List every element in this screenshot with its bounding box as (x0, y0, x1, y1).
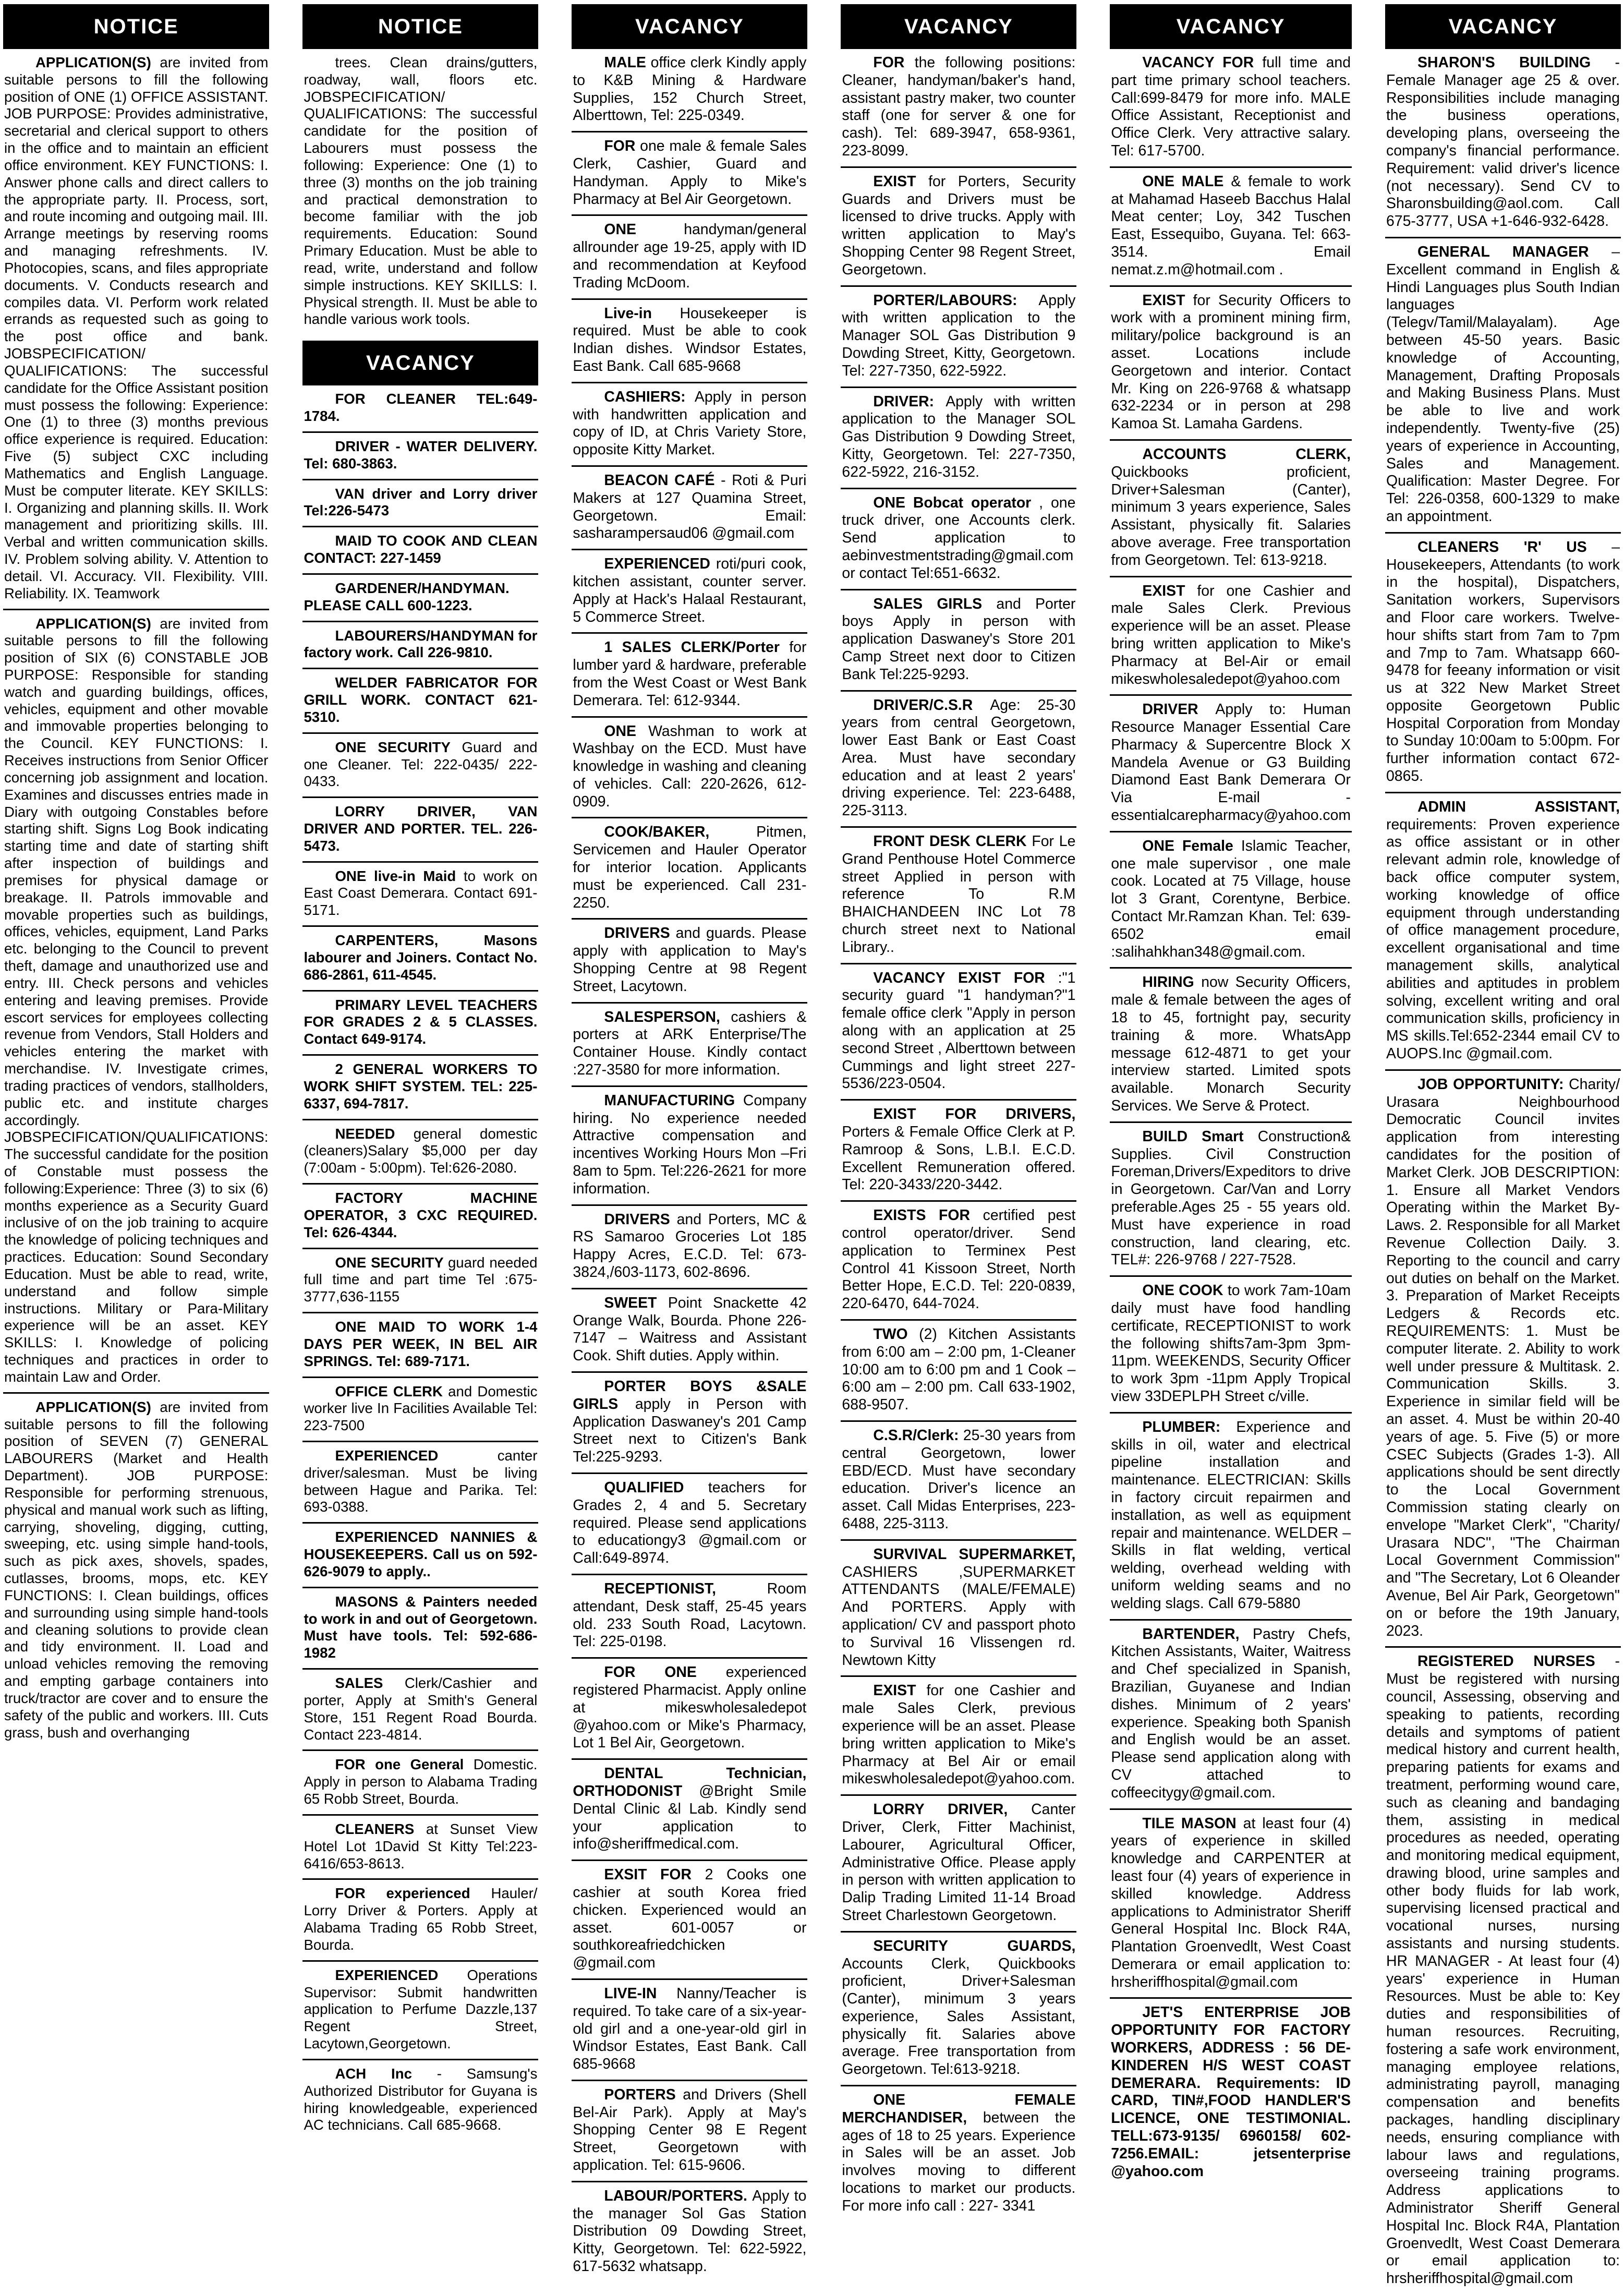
ad-body: CONTACT 621-5310. (304, 692, 538, 725)
ad-body: – Excellent command in English & Hindi Languages plus South Indian languages (Telegv/Tamil/Malayalam). Age between 45-50 years. Basic knowledge of Accounting, Management, Drafting Proposals and Making Business Plans. Must be able to live and work independently. Twenty-five (25) years of experience in Accounting, Sales and Management. Qualification: Master Degree. For Tel: 226-0358, 600-1329 to make an appointment. (1386, 243, 1620, 525)
ad-body: labourer and Joiners. Contact No. 686-2861, 611-4545. (304, 949, 538, 983)
classified-ad (572, 2182, 807, 2282)
classified-ad (572, 718, 807, 819)
ad-lead: PLUMBER: (1142, 1418, 1221, 1435)
ad-lead: EXIST FOR DRIVERS, (873, 1106, 1076, 1123)
classified-ad (1110, 1999, 1352, 2187)
ad-body: TEL: 225-6337, 694-7817. (304, 1078, 538, 1112)
classified-ad (302, 992, 538, 1056)
ad-body: full time and part time primary school teachers. Call:699-8479 for more info. MALE Office Assistant, Receptionist and Office Clerk. Very attractive salary. Tel: 617-5700. (1111, 54, 1351, 159)
ad-lead: APPLICATION(S) (35, 1398, 151, 1415)
classified-ad (302, 1880, 538, 1961)
classified-ad (1110, 577, 1352, 696)
column-3 (572, 4, 807, 2294)
classified-ad (1385, 793, 1621, 1071)
ad-lead: MANUFACTURING (604, 1092, 735, 1109)
ad-body: - Must be registered with nursing council, Assessing, observing and speaking to patients, recording details and symptoms of patient medical history and current health, preparing patients for exams and treatment, performing wound care, such as cleaning and bandaging them, assisting in medical procedures as needed, operating and monitoring medical equipment, drawing blood, urine samples and other body fluids for lab work, supervising licensed practical and vocational nurses, nursing assistants and nursing students. HR MANAGER - At least four (4) years' experience in Human Resources. Must be able to: Key duties and responsibilities of human resources. Recruiting, fostering a safe work environment, managing employee relations, administrating payroll, managing compensation and benefits packages, handling disciplinary needs, ensuring compliance with labour laws and regulations, overseeing training programs. Address applications to Administrator Sheriff General Hospital Inc. Block R4A, Plantation Groenvedlt, West Coast Demerara or email application to: hrsheriffhospital@gmail.com (1386, 1653, 1620, 2287)
ad-body: & female to work at Mahamad Haseeb Bacchus Halal Meat center; Loy, 342 Tuschen East, Essequibo, Guyana. Tel: 663-3514. Email nemat.z.m@hotmail.com . (1111, 173, 1351, 278)
classified-ad (302, 1816, 538, 1880)
ad-lead: JOB OPPORTUNITY: (1417, 1076, 1564, 1093)
ad-body: Quickbooks proficient, Driver+Salesman (Canter), minimum 3 years experience, Sales Assistant, physically fit. Salaries above average. Free transportation from Georgetown. Tel: 613-9218. (1111, 463, 1351, 569)
ad-lead: PORTERS (604, 2086, 676, 2103)
classified-ad (841, 1796, 1076, 1933)
ad-lead: NEEDED (335, 1125, 395, 1142)
ads-list (572, 49, 807, 2282)
ad-lead: BEACON CAFÉ (604, 472, 715, 489)
ad-body: at Sunset View Hotel Lot 1David St Kitty Tel:223-6416/653-8613. (304, 1820, 538, 1872)
classified-ad (841, 1321, 1076, 1422)
ad-lead: VACANCY EXIST FOR (873, 969, 1045, 986)
ad-body: Islamic Teacher, one male supervisor , one male cook. Located at 75 Village, house lot 3 Grant, Corentyne, Berbice. Contact Mr.Ramzan Khan. Tel: 639-6502 email :salihahkhan348@gmail.com. (1111, 837, 1351, 960)
classified-ad (841, 1677, 1076, 1796)
ad-lead: RECEPTIONIST, (604, 1580, 716, 1597)
ad-lead: ONE (604, 722, 636, 740)
ad-body: Guard and one Cleaner. Tel: 222-0435/ 222-0433. (304, 739, 538, 790)
classified-ad (572, 1980, 807, 2081)
ad-lead: EXIST (873, 173, 916, 190)
classified-ad (302, 2060, 538, 2140)
classified-ad (572, 1004, 807, 1087)
classified-ad (302, 49, 538, 334)
classified-ad (1110, 1277, 1352, 1414)
ad-lead: CLEANERS 'R' US (1417, 538, 1587, 556)
ad-lead: PORTER BOYS &SALE GIRLS (573, 1378, 807, 1412)
classified-ad (3, 49, 269, 610)
ad-body: for factory work. Call 226-9810. (304, 627, 538, 661)
ad-lead: LORRY DRIVER, (873, 1801, 1008, 1818)
ad-lead: DRIVERS (604, 1211, 670, 1228)
ad-lead: PORTER/LABOURS: (873, 292, 1017, 309)
ad-body: for lumber yard & hardware, preferable from the West Coast or West Bank Demerara. Tel: 612-9344. (573, 639, 807, 709)
classified-ad (572, 383, 807, 467)
ad-body: are invited from suitable persons to fill the following position of SEVEN (7) GENERAL LABOURERS (Market and Health Department). JOB PURPOSE: Responsible for performing strenuous, physical and manual work such as lifting, carrying, shoveling, digging, cutting, sweeping, etc. using simple hand-tools, such as pick axes, shovels, spades, cutlasses, brooms, mops, etc. KEY FUNCTIONS: I. Clean buildings, offices and surrounding using simple hand-tools and cleaning solutions to provide clean and tidy environment. II. Load and unload vehicles removing the removing and empting garbage containers into truck/tractor are cover and to ensure the safety of the public and workers. III. Cuts grass, bush and overhanging (4, 1398, 269, 1741)
ads-list (302, 49, 538, 334)
ad-body: Call us on 592-626-9079 to apply.. (304, 1546, 538, 1579)
ad-body: 227-1459 (380, 550, 441, 566)
classified-ad (841, 287, 1076, 388)
ad-lead: EXIST (873, 1682, 916, 1699)
ad-body: – Housekeepers, Attendants (to work in the hospital), Dispatchers, Sanitation workers, Supervisors and Floor care workers. Twelve-hour shifts start from 7am to 7pm and 7mp to 7am. Whatsapp 660-9478 for feeany information or visit us at 322 New Market Street opposite Georgetown Public Hospital Corporation from Monday to Sunday 10:00am to 5:00pm. For further information contact 672-0865. (1386, 538, 1620, 785)
ad-lead: SECURITY GUARDS, (873, 1937, 1076, 1954)
classified-ad (302, 798, 538, 862)
classified-ad (841, 590, 1076, 692)
ad-body: 25-30 years from central Georgetown, lower EBD/ECD. Must have secondary education. Driver's licence an asset. Call Midas Enterprises, 223-6488, 225-3113. (842, 1427, 1076, 1532)
ad-body: Apply with written application to the Manager SOL Gas Distribution 9 Dowding Street, Kitty, Georgetown. Tel: 227-7350, 622-5922. (842, 292, 1076, 379)
ad-lead: LORRY DRIVER, VAN DRIVER AND PORTER. (304, 803, 538, 837)
ad-lead: APPLICATION(S) (35, 54, 151, 70)
ad-lead: ONE SECURITY (335, 739, 451, 755)
ad-body: experienced registered Pharmacist. Apply online at mikeswholesaledepot @yahoo.com or Mike's Pharmacy, Lot 1 Bel Air, Georgetown. (573, 1664, 807, 1752)
ad-body: teachers for Grades 2, 4 and 5. Secretary required. Please send applications to educationgy3 @gmail.com or Call:649-8974. (573, 1479, 807, 1567)
ad-lead: SALES (335, 1675, 383, 1692)
ad-body: Hauler/ Lorry Driver & Porters. Apply at Alabama Trading 65 Robb Street, Bourda. (304, 1885, 538, 1953)
ad-body: Tel:226-5473 (304, 502, 390, 519)
classified-ad (572, 1289, 807, 1373)
classified-ad (1110, 287, 1352, 441)
ad-lead: BARTENDER, (1142, 1625, 1240, 1643)
ad-lead: CASHIERS: (604, 388, 686, 405)
classified-ad (572, 920, 807, 1003)
ad-body: between the ages of 18 to 25 years. Experience in Sales will be an asset. Job involves moving to different locations to market our products. For more info call : 227- 3341 (842, 2109, 1076, 2214)
classified-ad (572, 467, 807, 550)
classified-ad (302, 433, 538, 480)
ad-lead: OFFICE CLERK (335, 1383, 443, 1399)
classified-ad (841, 388, 1076, 489)
ad-lead: ONE MALE (1142, 173, 1224, 190)
classified-ad (572, 300, 807, 383)
ad-body: to work on East Coast Demerara. Contact 691-5171. (304, 867, 538, 919)
classified-ad (841, 168, 1076, 287)
classified-ad (302, 1962, 538, 2060)
ad-body: at least four (4) years of experience in skilled knowledge and CARPENTER at least four (4) years of experience in skilled knowledge. Address applications to Administrator Sheriff General Hospital Inc. Block R4A, Plantation Groenvedlt, West Coast Demerara or email application to: hrsheriffhospital@gmail.com (1111, 1815, 1351, 1990)
column-header: VACANCY (302, 341, 538, 385)
ad-lead: SALES GIRLS (873, 595, 983, 612)
ad-lead: ONE live-in Maid (335, 867, 456, 884)
classified-ad (302, 734, 538, 798)
ad-lead: EXPERIENCED (335, 1966, 439, 1983)
ad-lead: ONE COOK (1142, 1282, 1223, 1299)
column-header: VACANCY (841, 4, 1076, 49)
ad-lead: EXPERIENCED (335, 1447, 439, 1464)
ad-lead: VACANCY FOR (1142, 54, 1254, 71)
ad-lead: QUALIFIED (604, 1479, 684, 1496)
ad-lead: APPLICATION(S) (35, 615, 151, 632)
classified-ad (302, 863, 538, 927)
ad-body: Tel: 626-4344. (304, 1224, 397, 1240)
ad-body: Room attendant, Desk staff, 25-45 years old. 233 South Road, Lacytown. Tel: 225-0198. (573, 1580, 807, 1650)
ad-lead: TILE MASON (1142, 1815, 1237, 1832)
ad-lead: 1 SALES CLERK/Porter (604, 639, 780, 656)
ad-lead: VAN driver and Lorry driver (335, 485, 538, 502)
classified-ad (1110, 1621, 1352, 1810)
ad-lead: EXSIT FOR (604, 1866, 692, 1884)
classified-ad (3, 610, 269, 1394)
ad-body: 2 Cooks one cashier at south Korea fried chicken. Experienced would an asset. 601-0057 or southkoreafriedchicken @gmail.com (573, 1866, 807, 1972)
ad-lead: C.S.R/Clerk: (873, 1427, 959, 1444)
ad-lead: JET'S ENTERPRISE JOB OPPORTUNITY FOR FACTORY WORKERS, ADDRESS : 56 DE-KINDEREN H/S WEST COAST DEMERARA. (1111, 2004, 1351, 2092)
ad-body: For Le Grand Penthouse Hotel Commerce street Applied in person with reference To R.M BHAICHANDEEN INC Lot 78 church street next to National Library.. (842, 833, 1076, 956)
ad-lead: EXIST (1142, 292, 1185, 309)
ad-body: Company hiring. No experience needed Attractive compensation and incentives Working Hours Mon –Fri 8am to 5pm. Tel:226-2621 for more information. (573, 1092, 807, 1197)
ad-body: needed to work in and out of Georgetown. Must have tools. Tel: 592-686-1982 (304, 1593, 538, 1661)
ad-lead: REGISTERED NURSES (1417, 1653, 1595, 1670)
classified-ad (302, 1751, 538, 1815)
classified-ad (1110, 696, 1352, 832)
classified-ad (1110, 1123, 1352, 1277)
ad-body: and Porter boys Apply in person with application Daswaney's Store 201 Camp Street next door to Citizen Bank Tel:225-9293. (842, 595, 1076, 683)
ad-body: trees. Clean drains/gutters, roadway, wall, floors etc. JOBSPECIFICATION/ QUALIFICATIONS: The successful candidate for the position of Labourers must possess the following: Experience: One (1) to three (3) months on the job training and practical demonstration to become familiar with the job requirements. Education: Sound Primary Education. Must be able to read, write, understand and follow simple instructions. KEY SKILLS: I. Physical strength. II. Must be able to handle various work tools. (304, 54, 538, 328)
column-1 (3, 4, 269, 2294)
ad-lead: FOR CLEANER TEL:649-1784. (304, 391, 538, 425)
classified-ad (302, 1588, 538, 1670)
column-2 (302, 4, 538, 2294)
ad-body: for one Cashier and male Sales Clerk, previous experience will be an asset. Please bring written application to Mike's Pharmacy at Bel Air or email mikeswholesaledepot@yahoo.com. (842, 1682, 1076, 1788)
classified-ad (572, 634, 807, 717)
ad-lead: FOR (873, 54, 905, 71)
classified-ad (841, 964, 1076, 1101)
ad-body: Nanny/Teacher is required. To take care of a six-year-old girl and a one-year-old girl in Windsor Estates, East Bank. Call 685-9668 (573, 1985, 807, 2073)
ad-lead: DENTAL Technician, ORTHODONIST (573, 1765, 807, 1800)
classified-ad (841, 2086, 1076, 2221)
classified-ad (302, 1249, 538, 1313)
classified-ad (302, 622, 538, 670)
ads-list (302, 385, 538, 2140)
classified-ad (572, 1861, 807, 1980)
ad-lead: FACTORY MACHINE OPERATOR, 3 CXC REQUIRED. (304, 1190, 538, 1223)
ad-body: general domestic (cleaners)Salary $5,000 per day (7:00am - 5:00pm). Tel:626-2080. (304, 1125, 538, 1176)
ad-lead: 2 GENERAL WORKERS TO WORK SHIFT SYSTEM. (304, 1061, 538, 1094)
classified-ad (302, 1442, 538, 1524)
ad-body: and Drivers (Shell Bel-Air Park). Apply at May's Shopping Center 98 E Regent Street, Georgetown with application. Tel: 615-9606. (573, 2086, 807, 2174)
ad-lead: LABOURERS/HANDYMAN (335, 627, 514, 644)
ad-lead: DRIVER/C.S.R (873, 696, 973, 714)
ads-list (841, 49, 1076, 2221)
classified-ad (1385, 238, 1621, 534)
classified-ad (841, 1101, 1076, 1202)
ad-body: Housekeeper is required. Must be able to cook Indian dishes. Windsor Estates, East Bank. Call 685-9668 (573, 305, 807, 375)
ad-lead: SALESPERSON, (604, 1008, 720, 1025)
ad-body: Apply to the manager Sol Gas Station Distribution 09 Dowding Street, Kitty, Georgetown. Tel: 622-5922, 617-5632 whatsapp. (573, 2187, 807, 2275)
classified-ad (572, 550, 807, 634)
ad-body: cashiers & porters at ARK Enterprise/The Container House. Kindly contact :227-3580 for more information. (573, 1008, 807, 1079)
classified-ad (302, 480, 538, 528)
ad-lead: SHARON'S BUILDING (1417, 54, 1591, 71)
classified-ad (302, 1056, 538, 1120)
classified-ad (302, 669, 538, 733)
ad-body: Age: 25-30 years from central Georgetown, lower East Bank or East Coast Area. Must have secondary education and at least 2 years' driving experience. Tel: 223-6488, 225-3113. (842, 696, 1076, 819)
ad-lead: GENERAL MANAGER (1417, 243, 1589, 260)
ad-lead: ACCOUNTS CLERK, (1142, 445, 1351, 463)
classified-ad (841, 49, 1076, 168)
ad-lead: MAID TO COOK AND CLEAN CONTACT: (304, 533, 538, 566)
classified-ad (1110, 441, 1352, 577)
column-header: NOTICE (302, 4, 538, 49)
ad-lead: BUILD Smart (1142, 1128, 1244, 1145)
ad-body: Tel: 689-7171. (377, 1353, 470, 1369)
ad-body: Domestic. Apply in person to Alabama Trading 65 Robb Street, Bourda. (304, 1756, 538, 1807)
ad-body: Requirements: ID CARD, TIN#,FOOD HANDLER'S LICENCE, ONE TESTIMONIAL. TELL:673-9135/ 6960158/ 602-7256.EMAIL: jetsenterprise @yahoo.com (1111, 2074, 1351, 2180)
classified-ad (572, 818, 807, 920)
classified-ad (841, 489, 1076, 590)
ad-body: Canter Driver, Clerk, Fitter Machinist, Labourer, Agricultural Officer, Administrative Office. Please apply in person with written application to Dalip Trading Limited 11-14 Broad Street Charlestown Georgetown. (842, 1801, 1076, 1924)
ad-lead: FOR (604, 138, 636, 155)
ad-lead: DRIVER - WATER DELIVERY. (335, 438, 538, 454)
ad-lead: DRIVERS (604, 925, 670, 942)
classified-ad (302, 1670, 538, 1751)
classified-ad (572, 1760, 807, 1861)
ad-body: and Domestic worker live In Facilities Available Tel: 223-7500 (304, 1383, 538, 1434)
classified-ad (1110, 1810, 1352, 1999)
classified-ad (572, 2081, 807, 2182)
classified-ad (572, 1373, 807, 1474)
classified-ad (1110, 832, 1352, 969)
classified-ad (572, 1206, 807, 1289)
ad-body: Apply in person with handwritten application and copy of ID, at Chris Variety Store, opposite Kitty Market. (573, 388, 807, 458)
classified-ad (1110, 168, 1352, 287)
ads-list (3, 49, 269, 1747)
ad-lead: ONE Bobcat operator (873, 494, 1032, 511)
ad-lead: WELDER FABRICATOR FOR GRILL WORK. (304, 674, 538, 708)
ad-lead: FOR ONE (604, 1664, 697, 1681)
classified-ad (302, 1524, 538, 1588)
ad-body: are invited from suitable persons to fill the following position of ONE (1) OFFICE ASSISTANT. JOB PURPOSE: Provides administrative, secretarial and clerical support to others in the office and to maintain an efficient office environment. KEY FUNCTIONS: I. Answer phone calls and direct callers to the appropriate party. II. Process, sort, and route incoming and outgoing mail. III. Arrange meetings by reserving rooms and managing refreshments. IV. Photocopies, scans, and files appropriate documents. V. Conducts research and compiles data. VI. Perform work related errands as requested such as going to the post office and bank. JOBSPECIFICATION/ QUALIFICATIONS: The successful candidate for the Office Assistant position must possess the following: Experience: One (1) to three (3) months previous office experience is required. Education: Five (5) subject CXC including Mathematics and English Language. Must be computer literate. KEY SKILLS: I. Organizing and planning skills. II. Work management and prioritizing skills. III. Verbal and written communication skills. IV. Problem solving ability. V. Attention to detail. VI. Accuracy. VII. Flexibility. VIII. Reliability. IX. Teamwork (4, 54, 269, 601)
classified-ad (572, 49, 807, 132)
ad-lead: ONE (604, 221, 636, 238)
ad-lead: SWEET (604, 1294, 657, 1311)
column-header: NOTICE (3, 4, 269, 49)
classifieds-page (3, 4, 1621, 2287)
ad-body: Operations Supervisor: Submit handwritten application to Perfume Dazzle,137 Regent Street, Lacytown,Georgetown. (304, 1966, 538, 2052)
ads-list (1385, 49, 1621, 2294)
ad-lead: ADMIN ASSISTANT, (1417, 798, 1620, 815)
ad-body: Clerk/Cashier and porter, Apply at Smith's General Store, 151 Regent Road Bourda. Contact 223-4814. (304, 1675, 538, 1743)
classified-ad (1110, 49, 1352, 168)
ad-lead: ONE SECURITY (335, 1254, 444, 1271)
ad-body: Washman to work at Washbay on the ECD. Must have knowledge in washing and cleaning of vehicles. Call: 220-2626, 612-0909. (573, 722, 807, 810)
ad-body: canter driver/salesman. Must be living between Hague and Parika. Tel: 693-0388. (304, 1447, 538, 1515)
ad-body: handyman/general allrounder age 19-25, apply with ID and recommendation at Keyfood Trading McDoom. (573, 221, 807, 291)
ad-lead: EXIST (1142, 582, 1185, 599)
column-header: VACANCY (1110, 4, 1352, 49)
classified-ad (302, 927, 538, 991)
ad-body: Porters & Female Office Clerk at P. Ramroop & Sons, L.B.I. E.C.D. Excellent Remuneration offered. Tel: 220-3433/220-3442. (842, 1124, 1076, 1193)
ad-lead: TWO (873, 1326, 908, 1343)
ad-body: Apply with written application to the Manager SOL Gas Distribution 9 Dowding Street, Kitty, Georgetown. Tel: 227-7350, 622-5922, 216-3152. (842, 393, 1076, 480)
ad-body: - Roti & Puri Makers at 127 Quamina Street, Georgetown. Email: sasharampersaud06 @gmail.com (573, 472, 807, 542)
ad-lead: PRIMARY LEVEL TEACHERS FOR GRADES 2 & 5 CLASSES. (304, 996, 538, 1030)
ad-lead: SURVIVAL SUPERMARKET, (873, 1546, 1076, 1563)
ad-lead: EXPERIENCED (604, 556, 710, 573)
ad-body: Pitmen, Servicemen and Hauler Operator for interior location. Applicants must be experienced. Call 231-2250. (573, 824, 807, 911)
classified-ad (572, 216, 807, 299)
classified-ad (1385, 1071, 1621, 1648)
classified-ad (572, 1087, 807, 1206)
ad-body: one male & female Sales Clerk, Cashier, Guard and Handyman. Apply to Mike's Pharmacy at Bel Air Georgetown. (573, 138, 807, 208)
column-header: VACANCY (572, 4, 807, 49)
ad-body: apply in Person with Application Daswaney's 201 Camp Street next to Citizen's Bank Tel:225-9293. (573, 1395, 807, 1466)
ad-body: - Female Manager age 25 & over. Responsibilities include managing the business operations, developing plans, overseeing the company's financial performance. Requirement: valid driver's licence (not necessary). Send CV to Sharonsbuilding@aol.com. Call 675-3777, USA +1-646-932-6428. (1386, 54, 1620, 230)
classified-ad (572, 1659, 807, 1760)
ad-lead: MASONS & Painters (335, 1593, 480, 1610)
ad-lead: ONE Female (1142, 837, 1233, 854)
classified-ad (572, 1575, 807, 1659)
classified-ad (841, 1202, 1076, 1321)
ad-body: (2) Kitchen Assistants from 6:00 am – 2:00 pm, 1-Cleaner 10:00 am to 6:00 pm and 1 Cook – 6:00 am – 2:00 pm. Call 633-1902, 688-9507. (842, 1326, 1076, 1414)
ad-body: Charity/ Urasara Neighbourhood Democratic Council invites application from interesting candidates for the position of Market Clerk. JOB DESCRIPTION: 1. Ensure all Market Vendors Operating within the Market By-Laws. 2. Responsible for all Market Revenue Collection Daily. 3. Reporting to the council and carry out duties on behalf on the Market. 3. Preparation of Market Receipts Ledgers & Records etc. REQUIREMENTS: 1. Must be computer literate. 2. Ability to work well under pressure & Multitask. 2. Communication Skills. 3. Experience in similar field will be an asset. 4. Must be within 20-40 years of age. 5. Five (5) or more CSEC Subjects (Grades 1-3). All applications should be sent directly to the Local Government Commission stating clearly on envelope "Market Clerk", "Charity/ Urasara NDC", "The Chairman Local Government Commission" and "The Secretary, Lot 6 Oleander Avenue, Bel Air Park, Georgetown" on or before the 19th January, 2023. (1386, 1076, 1620, 1639)
column-5 (1110, 4, 1352, 2294)
classified-ad (302, 527, 538, 575)
column-4 (841, 4, 1076, 2294)
ad-lead: COOK/BAKER, (604, 824, 710, 841)
ad-body: Pastry Chefs, Kitchen Assistants, Waiter, Waitress and Chef specialized in Spanish, Brazilian, Guyanese and Indian dishes. Minimum of 2 years' experience. Speaking both Spanish and English would be an asset. Please send application along with CV attached to coffeecitygy@gmail.com. (1111, 1625, 1351, 1801)
classified-ad (3, 1394, 269, 1748)
classified-ad (841, 828, 1076, 964)
classified-ad (841, 1541, 1076, 1677)
ad-lead: Live-in (604, 305, 652, 322)
ad-lead: ONE FEMALE MERCHANDISER, (842, 2092, 1076, 2126)
ad-body: certified pest control operator/driver. Send application to Terminex Pest Control 41 Kissoon Street, North Better Hope, E.C.D. Tel: 220-0839, 220-6470, 644-7024. (842, 1207, 1076, 1312)
ad-body: , one truck driver, one Accounts clerk. Send application to aebinvestmentstrading@gmail.com or contact Tel:651-6632. (842, 494, 1076, 582)
ad-lead: LIVE-IN (604, 1985, 657, 2002)
classified-ad (302, 385, 538, 433)
ad-body: - Samsung's Authorized Distributor for Guyana is hiring knowledgeable, experienced AC technicians. Call 685-9668. (304, 2065, 538, 2133)
classified-ad (572, 1474, 807, 1575)
classified-ad (1385, 1648, 1621, 2294)
classified-ad (1110, 1414, 1352, 1621)
ad-body: @Bright Smile Dental Clinic &l Lab. Kindly send your application to info@sheriffmedical.com. (573, 1782, 807, 1853)
ad-body: requirements: Proven experience as office assistant or in other relevant admin role, knowledge of back office computer system, working knowledge of office equipment through understanding of office management procedure, excellent organisational and time management skills, analytical abilities and aptitudes in problem solving, excellent writing and oral communication skills, proficiency in MS skills.Tel:652-2344 email CV to AUOPS.Inc @gmail.com. (1386, 816, 1620, 1063)
ad-lead: FRONT DESK CLERK (873, 833, 1027, 850)
classified-ad (302, 1120, 538, 1185)
classified-ad (841, 1933, 1076, 2086)
classified-ad (302, 1378, 538, 1442)
classified-ad (302, 1313, 538, 1378)
ad-lead: DRIVER (1142, 701, 1198, 718)
classified-ad (1110, 969, 1352, 1122)
column-header: VACANCY (1385, 4, 1621, 49)
ad-lead: ACH Inc (335, 2065, 412, 2082)
ad-body: PLEASE CALL 600-1223. (304, 597, 472, 613)
ad-lead: FOR one General (335, 1756, 464, 1773)
ad-body: office clerk Kindly apply to K&B Mining & Hardware Supplies, 152 Church Street, Alberttown, Tel: 225-0349. (573, 54, 807, 124)
classified-ad (302, 1185, 538, 1249)
ad-body: Apply to: Human Resource Manager Essential Care Pharmacy & Supercentre Block X Mandela Avenue or G3 Building Diamond East Bank Demerara Or Via E-mail - essentialcarepharmacy@yahoo.com (1111, 701, 1351, 824)
classified-ad (841, 692, 1076, 828)
ad-body: the following positions: Cleaner, handyman/baker's hand, assistant pastry maker, two counter staff (one for server & one for cash). Tel: 689-3947, 658-9361, 223-8099. (842, 54, 1076, 159)
ad-body: for Security Officers to work with a prominent mining firm, military/police background is an asset. Locations include Georgetown and interior. Contact Mr. King on 226-9768 & whatsapp 632-2234 or in person at 298 Kamoa St. Lamaha Gardens. (1111, 292, 1351, 432)
ads-list (1110, 49, 1352, 2187)
ad-body: to work 7am-10am daily must have food handling certificate, RECEPTIONIST to work the following shifts7am-3pm 3pm-11pm. WEEKENDS, Security Officer to work 3pm -11pm Apply Tropical view 33DEPLPH Street c/ville. (1111, 1282, 1351, 1405)
ad-lead: ONE MAID TO WORK 1-4 DAYS PER WEEK, IN BEL AIR SPRINGS. (304, 1319, 538, 1369)
ad-lead: GARDENER/HANDYMAN. (335, 579, 510, 596)
ad-body: Contact 649-9174. (304, 1031, 427, 1047)
ad-lead: FOR experienced (335, 1885, 470, 1902)
ad-body: Tel: 680-3863. (304, 455, 397, 472)
ad-body: and guards. Please apply with application to May's Shopping Centre at 98 Regent Street, Lacytown. (573, 925, 807, 995)
ad-lead: DRIVER: (873, 393, 935, 410)
classified-ad (572, 132, 807, 216)
ad-lead: CARPENTERS, Masons (335, 932, 538, 949)
ad-body: CASHIERS ,SUPERMARKET ATTENDANTS (MALE/FEMALE) And PORTERS. Apply with application/ CV and passport photo to Survival 16 Vlissengen rd. Newtown Kitty (842, 1563, 1076, 1669)
ad-body: are invited from suitable persons to fill the following position of SIX (6) CONSTABLE JOB PURPOSE: Responsible for standing watch and guarding buildings, offices, vehicles, equipment and other movable and immovable properties belonging to the Council. KEY FUNCTIONS: I. Receives instructions from Senior Officer concerning job assignment and location. Examines and discusses entries made in Diary with outgoing Constables before starting shift. Signs Log Book indicating starting time and date of starting shift after inspection of buildings and premises for physical damage or breakage. II. Patrols immovable and movable properties such as buildings, offices, vehicles, equipment, Land Parks etc. belonging to the Council to prevent theft, damage and unauthorized use and entry. III. Check persons and vehicles entering and leaving premises. Provide escort services for employees collecting revenue from Vendors, Stall Holders and vehicles entering the market with merchandise. IV. Investigate crimes, trading practices of vendors, stallholders, public etc. and institute charges accordingly. JOBSPECIFICATION/QUALIFICATIONS: The successful candidate for the position of Constable must possess the following:Experience: Three (3) to six (6) months experience as a Security Guard inclusive of on the job training to acquire the knowledge of policing techniques and practices. Education: Sound Secondary Education. Must be able to read, write, understand and follow simple instructions. Military or Para-Military experience will be an asset. KEY SKILLS: I. Knowledge of policing techniques and practices in order to maintain Law and Order. (4, 615, 269, 1385)
ad-body: :"1 security guard "1 handyman?"1 female office clerk "Apply in person along with an application at 25 second Street , Alberttown between Cummings and light street 227-5536/223-0504. (842, 969, 1076, 1092)
ad-body: TEL. 226-5473. (304, 820, 538, 854)
ad-body: roti/puri cook, kitchen assistant, counter server. Apply at Hack's Halaal Restaurant, 5 Commerce Street. (573, 556, 807, 625)
ad-lead: LABOUR/PORTERS. (604, 2187, 747, 2204)
ad-body: Accounts Clerk, Quickbooks proficient, Driver+Salesman (Canter), minimum 3 years experience, Sales Assistant, physically fit. Salaries above average. Free transportation from Georgetown. Tel:613-9218. (842, 1955, 1076, 2078)
ad-lead: EXPERIENCED NANNIES & HOUSEKEEPERS. (304, 1529, 538, 1563)
ad-body: guard needed full time and part time Tel :675-3777,636-1155 (304, 1254, 538, 1305)
ad-body: for one Cashier and male Sales Clerk. Previous experience will be an asset. Please bring written application to Mike's Pharmacy at Bel-Air or email mikeswholesaledepot@yahoo.com (1111, 582, 1351, 687)
ad-body: Construction& Supplies. Civil Construction Foreman,Drivers/Expeditors to drive in Georgetown. Car/Van and Lorry preferable.Ages 25 - 55 years old. Must have experience in road construction, land clearing, etc. TEL#: 226-9768 / 227-7528. (1111, 1128, 1351, 1269)
ad-body: for Porters, Security Guards and Drivers must be licensed to drive trucks. Apply with written application to May's Shopping Center 98 Regent Street, Georgetown. (842, 173, 1076, 278)
classified-ad (841, 1422, 1076, 1541)
column-6 (1385, 4, 1621, 2294)
classified-ad (302, 575, 538, 622)
ad-body: and Porters, MC & RS Samaroo Groceries Lot 185 Happy Acres, E.C.D. Tel: 673-3824,/603-1173, 602-8696. (573, 1211, 807, 1281)
ad-lead: EXISTS FOR (873, 1207, 970, 1224)
ad-body: Experience and skills in oil, water and electrical pipeline installation and maintenance. ELECTRICIAN: Skills in factory circuit repairmen and installation, as well as equipment repair and maintenance. WELDER – Skills in flat welding, vertical welding, overhead welding with uniform welding seams and no welding slags. Call 679-5880 (1111, 1418, 1351, 1612)
ad-body: Point Snackette 42 Orange Walk, Bourda. Phone 226-7147 – Waitress and Assistant Cook. Shift duties. Apply within. (573, 1294, 807, 1365)
ad-lead: HIRING (1142, 974, 1194, 991)
ad-lead: MALE (604, 54, 646, 71)
ad-lead: CLEANERS (335, 1820, 415, 1837)
classified-ad (1385, 49, 1621, 238)
classified-ad (1385, 534, 1621, 793)
ad-body: now Security Officers, male & female between the ages of 18 to 45, fortnight pay, security training & more. WhatsApp message 612-4871 to get your interview started. Limited spots available. Monarch Security Services. We Serve & Protect. (1111, 974, 1351, 1115)
